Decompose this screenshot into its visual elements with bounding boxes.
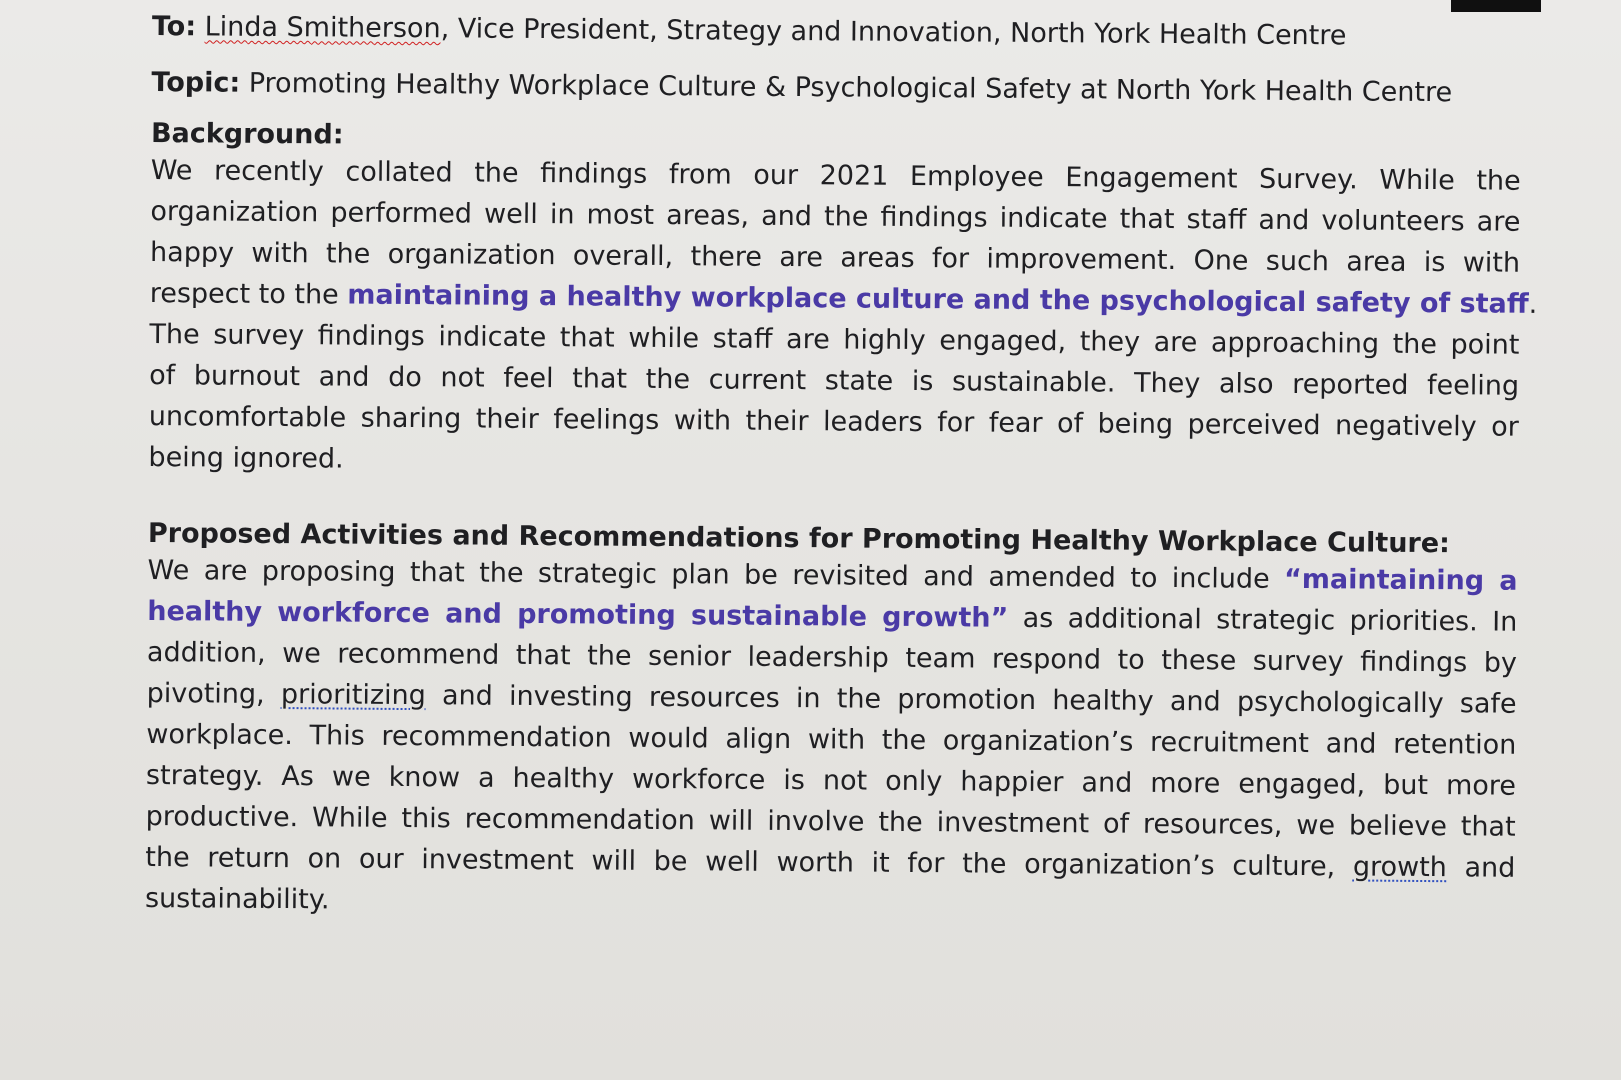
proposed-line-text: pivoting, bbox=[146, 677, 282, 711]
proposed-line-text: and investing resources in the promotion healthy and psychologically safe bbox=[425, 680, 1517, 720]
background-line-text: respect to the bbox=[149, 277, 348, 311]
background-line-end: . bbox=[1528, 288, 1538, 320]
proposed-line: productive. While this recommendation will involve the investment of resources, we believe that bbox=[145, 800, 1516, 843]
recipient-title: , Vice President, Strategy and Innovation, North York Health Centre bbox=[440, 13, 1347, 52]
background-line: We recently collated the findings from our 2021 Employee Engagement Survey. While the bbox=[150, 154, 1521, 197]
background-paragraph bbox=[148, 150, 1538, 489]
document-body[interactable] bbox=[144, 11, 1538, 930]
highlight-priority-start: “maintaining a bbox=[1284, 563, 1518, 597]
topic-line bbox=[151, 68, 1521, 109]
background-line: being ignored. bbox=[148, 441, 344, 475]
background-line: of burnout and do not feel that the current state is sustainable. They also reported feeling bbox=[149, 359, 1520, 402]
background-line: uncomfortable sharing their feelings with their leaders for fear of being perceived negatively or bbox=[148, 400, 1519, 443]
proposed-line-text: and bbox=[1446, 852, 1516, 884]
proposed-line-text: as additional strategic priorities. In bbox=[1008, 602, 1518, 638]
topic-label: Topic: bbox=[151, 66, 241, 99]
topic-value: Promoting Healthy Workplace Culture & Psychological Safety at North York Health Centre bbox=[248, 67, 1453, 109]
grammar-flag-growth[interactable]: growth bbox=[1352, 851, 1447, 884]
to-line bbox=[152, 12, 1522, 53]
proposed-line: workplace. This recommendation would align with the organization’s recruitment and retention bbox=[146, 718, 1517, 761]
highlight-priority-end: healthy workforce and promoting sustainable growth” bbox=[147, 595, 1009, 634]
proposed-paragraph bbox=[145, 550, 1518, 930]
proposed-line: addition, we recommend that the senior leadership team respond to these survey findings by bbox=[146, 636, 1518, 679]
grammar-flag-prioritizing[interactable]: prioritizing bbox=[280, 679, 426, 712]
proposed-line-text: We are proposing that the strategic plan be revisited and amended to include bbox=[147, 554, 1285, 595]
proposed-line: strategy. As we know a healthy workforce is not only happier and more engaged, but more bbox=[145, 759, 1517, 802]
proposed-heading: Proposed Activities and Recommendations for Promoting Healthy Workplace Culture: bbox=[147, 517, 1451, 560]
background-heading: Background: bbox=[150, 117, 344, 151]
proposed-line: sustainability. bbox=[144, 882, 330, 916]
proposed-line-text: the return on our investment will be well worth it for the organization’s culture, bbox=[145, 841, 1354, 883]
highlight-workplace-culture: maintaining a healthy workplace culture and the psychological safety of staff bbox=[347, 279, 1529, 320]
window-edge-bar bbox=[1451, 0, 1541, 12]
to-label: To: bbox=[151, 11, 197, 43]
background-line: The survey findings indicate that while staff are highly engaged, they are approaching the point bbox=[149, 318, 1520, 361]
background-line: organization performed well in most areas, and the findings indicate that staff and volunteers are bbox=[150, 195, 1521, 238]
background-line: happy with the organization overall, there are areas for improvement. One such area is with bbox=[149, 236, 1521, 279]
recipient-name[interactable]: Linda Smitherson bbox=[204, 11, 441, 45]
